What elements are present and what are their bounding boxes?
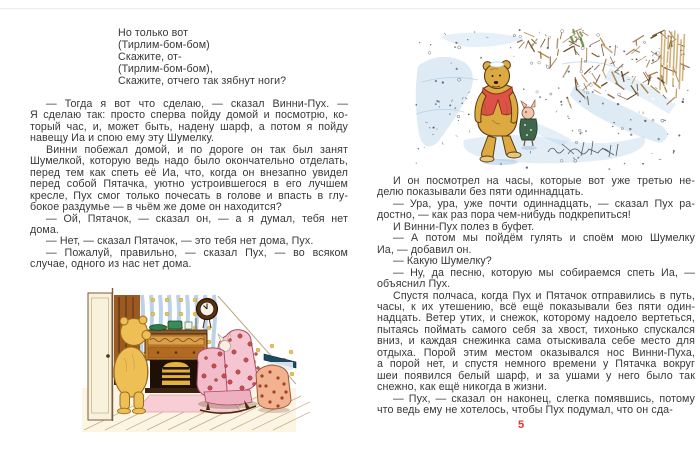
text-line: — Какую Шумелку?	[393, 255, 492, 268]
ottoman	[256, 365, 291, 409]
text-line: что ведь ему не хотелось, чтобы Пух подумал, что он сда-	[377, 404, 673, 417]
text-line: пытаясь поймать самого себя за хвост, тихонько спускался	[377, 323, 695, 336]
text-line: — Пожалуй, правильно, — сказал Пух, — во всяком	[46, 246, 348, 259]
text-line: — Ура, ура, уже почти одиннадцать, — сказал Пух ра-	[393, 197, 695, 210]
text-line: Шумелкой, которую ведь надо было окончательно отделать,	[30, 155, 348, 168]
text-line: кресле, Пух смог только почесать в голове и впасть в глу-	[30, 189, 348, 202]
verse-line: Но только вот	[118, 27, 189, 39]
text-line: — Тогда я вот что сделаю, — сказал Винни-Пух. —	[46, 98, 348, 110]
right-paragraphs	[377, 176, 695, 417]
text-line: надцать. Ветер утих, и снежок, которому надоело вертеться,	[377, 312, 695, 325]
paragraph	[377, 176, 695, 199]
paragraph	[377, 291, 695, 394]
snow-washes	[416, 32, 676, 163]
text-line: — Пух, — сказал он наконец, слегка помявшись, потому	[393, 392, 695, 405]
scan-edge-line	[0, 8, 700, 9]
paragraph	[30, 248, 348, 271]
text-line: — Ну, да песню, которую мы собираемся спеть Иа, —	[393, 266, 695, 279]
text-line: — Нет, — сказал Пятачок, — это тебя нет дома, Пух.	[46, 235, 314, 248]
text-line: Спустя полчаса, когда Пух и Пятачок отправились в путь,	[393, 289, 695, 302]
paragraph	[377, 199, 695, 222]
text-line: достно, — как раз пора чем-нибудь подкрепиться!	[377, 209, 631, 222]
text-line: шеи появился белый шарф, и за ушами у него было так	[377, 369, 695, 382]
verse-line: (Тирлим-бом-бом)	[118, 39, 210, 51]
verse-line: (Тирлим-бом-бом),	[118, 63, 213, 75]
text-line: перед тем как спеть её Иа, что, когда он внезапно увидел	[30, 166, 348, 179]
paragraph	[30, 99, 348, 145]
text-line: Винни побежал домой, и по дороге он так был занят	[46, 143, 348, 156]
text-line: торый час, и, может быть, надену шарф, а потом я пойду	[30, 120, 348, 133]
text-line: отдыха. Порой этим местом оказывался нос Винни-Пуха,	[377, 346, 695, 359]
text-line: случае, одного из нас нет дома.	[30, 258, 192, 271]
verse-line: Скажите, от-	[118, 51, 182, 63]
paragraph	[377, 394, 695, 417]
text-line: — Ой, Пятачок, — сказал он, — а я думал, тебя нет	[46, 212, 348, 225]
text-line: делю показывали без пяти одиннадцать.	[377, 186, 584, 199]
text-line: Я сделаю так: просто сперва пойду домой и посмотрю, ко-	[30, 109, 348, 122]
snow-illustration	[412, 24, 692, 176]
text-line: И он посмотрел на часы, которые вот уже третью не-	[393, 175, 695, 187]
verse-line: Скажите, отчего так зябнут ноги?	[118, 75, 287, 87]
bushes	[517, 27, 690, 109]
text-line: навещу Иа и спою ему эту Шумелку.	[30, 132, 214, 145]
text-line: а порой нет, и спустя немного времени у Пятачка вокруг	[377, 358, 695, 371]
paragraph	[377, 256, 695, 267]
room-illustration	[58, 288, 310, 448]
paragraph	[30, 145, 348, 214]
paragraph	[377, 233, 695, 256]
paragraph	[30, 214, 348, 237]
page-number: 5	[517, 419, 525, 431]
text-line: вниз, и каждая снежинка сама отыскивала себе место для	[377, 335, 695, 348]
right-text-column	[377, 176, 695, 417]
text-line: перед собой Пятачка, уютно устроившегося в его лучшем	[30, 178, 348, 191]
left-text-column	[30, 27, 348, 271]
text-line: объяснил Пух.	[377, 278, 451, 291]
text-line: снежно, как ещё никогда в жизни.	[377, 381, 548, 394]
verse-block	[118, 27, 348, 87]
text-line: дома.	[30, 223, 59, 236]
text-line: часы, к их утешению, всё ещё показывали без пяти один-	[377, 300, 695, 313]
text-line: — А потом мы пойдём гулять и споём мою Шумелку	[393, 232, 695, 245]
door-knob	[106, 354, 110, 358]
text-line: И Винни-Пух полез в буфет.	[393, 220, 535, 233]
left-paragraphs	[30, 99, 348, 271]
paragraph	[377, 268, 695, 291]
piglet-figure	[520, 100, 537, 146]
text-line: бокое раздумье — в чьём же доме он находится?	[30, 201, 282, 214]
text-line: Иа, — добавил он.	[377, 243, 472, 256]
